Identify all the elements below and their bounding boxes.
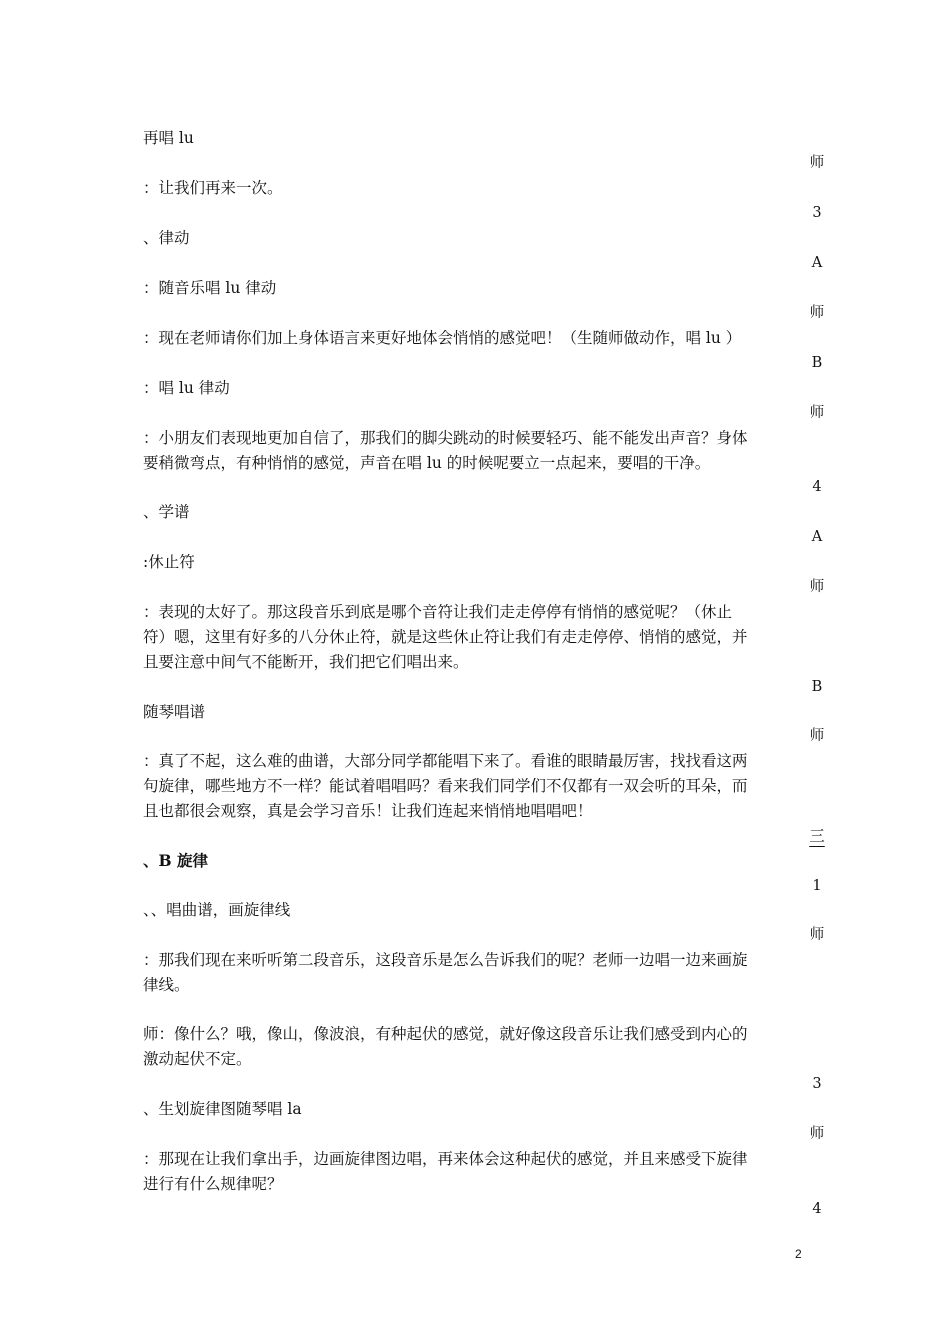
text-line: 随琴唱谱 [143, 703, 206, 721]
paragraph-line: 符）嗯，这里有好多的八分休止符，就是这些休止符让我们有走走停停、悄悄的感觉，并 [143, 628, 748, 646]
paragraph-line: ：真了不起，这么难的曲谱，大部分同学都能唱下来了。看谁的眼睛最厉害，找找看这两 [143, 752, 748, 770]
paragraph-line: ：小朋友们表现地更加自信了，那我们的脚尖跳动的时候要轻巧、能不能发出声音？身体 [143, 429, 748, 447]
margin-mark: A [811, 529, 823, 545]
text-line: ：唱 lu 律动 [143, 379, 230, 397]
margin-mark: 3 [812, 205, 822, 221]
paragraph-line: 且要注意中间气不能断开，我们把它们唱出来。 [143, 653, 469, 671]
page-number: 2 [795, 1247, 802, 1261]
paragraph-line: ：表现的太好了。那这段音乐到底是哪个音符让我们走走停停有悄悄的感觉呢？（休止 [143, 603, 733, 621]
margin-mark: 师 [809, 579, 825, 595]
text-line: ：随音乐唱 lu 律动 [143, 279, 277, 297]
section-heading-bold: 、B 旋律 [143, 851, 208, 870]
paragraph-line: 激动起伏不定。 [143, 1050, 252, 1068]
text-line: 再唱 lu [143, 129, 194, 147]
margin-mark: 3 [812, 1076, 822, 1092]
margin-mark: 师 [809, 927, 825, 943]
paragraph-line: 进行有什么规律呢？ [143, 1175, 283, 1193]
margin-mark: 4 [812, 479, 822, 495]
section-heading: 、律动 [143, 229, 190, 247]
margin-mark: 1 [812, 878, 822, 894]
paragraph-line: 要稍微弯点，有种悄悄的感觉，声音在唱 lu 的时候呢要立一点起来，要唱的干净。 [143, 454, 711, 472]
margin-mark: B [811, 355, 823, 371]
section-heading: 、生划旋律图随琴唱 la [143, 1100, 302, 1118]
margin-mark: 师 [809, 155, 825, 171]
margin-mark: 师 [809, 405, 825, 421]
margin-mark: 师 [809, 728, 825, 744]
margin-mark: 三 [809, 827, 825, 845]
section-heading: 、、唱曲谱，画旋律线 [143, 901, 291, 919]
margin-mark: 4 [812, 1201, 822, 1217]
paragraph-line: ：那现在让我们拿出手，边画旋律图边唱，再来体会这种起伏的感觉，并且来感受下旋律 [143, 1150, 748, 1168]
text-line: ：现在老师请你们加上身体语言来更好地体会悄悄的感觉吧！（生随师做动作，唱 lu ） [143, 329, 742, 347]
margin-mark: B [811, 679, 823, 695]
paragraph-line: ：那我们现在来听听第二段音乐，这段音乐是怎么告诉我们的呢？老师一边唱一边来画旋 [143, 951, 748, 969]
margin-mark: A [811, 255, 823, 271]
paragraph-line: 律线。 [143, 976, 190, 994]
text-line: :休止符 [143, 553, 195, 571]
paragraph-line: 句旋律，哪些地方不一样？能试着唱唱吗？看来我们同学们不仅都有一双会听的耳朵，而 [143, 777, 748, 795]
text-line: ：让我们再来一次。 [143, 179, 283, 197]
margin-mark: 师 [809, 305, 825, 321]
paragraph-line: 且也都很会观察，真是会学习音乐！让我们连起来悄悄地唱唱吧！ [143, 802, 593, 820]
paragraph-line: 师：像什么？哦，像山，像波浪，有种起伏的感觉，就好像这段音乐让我们感受到内心的 [143, 1025, 748, 1043]
margin-mark: 师 [809, 1126, 825, 1142]
section-heading: 、学谱 [143, 503, 190, 521]
